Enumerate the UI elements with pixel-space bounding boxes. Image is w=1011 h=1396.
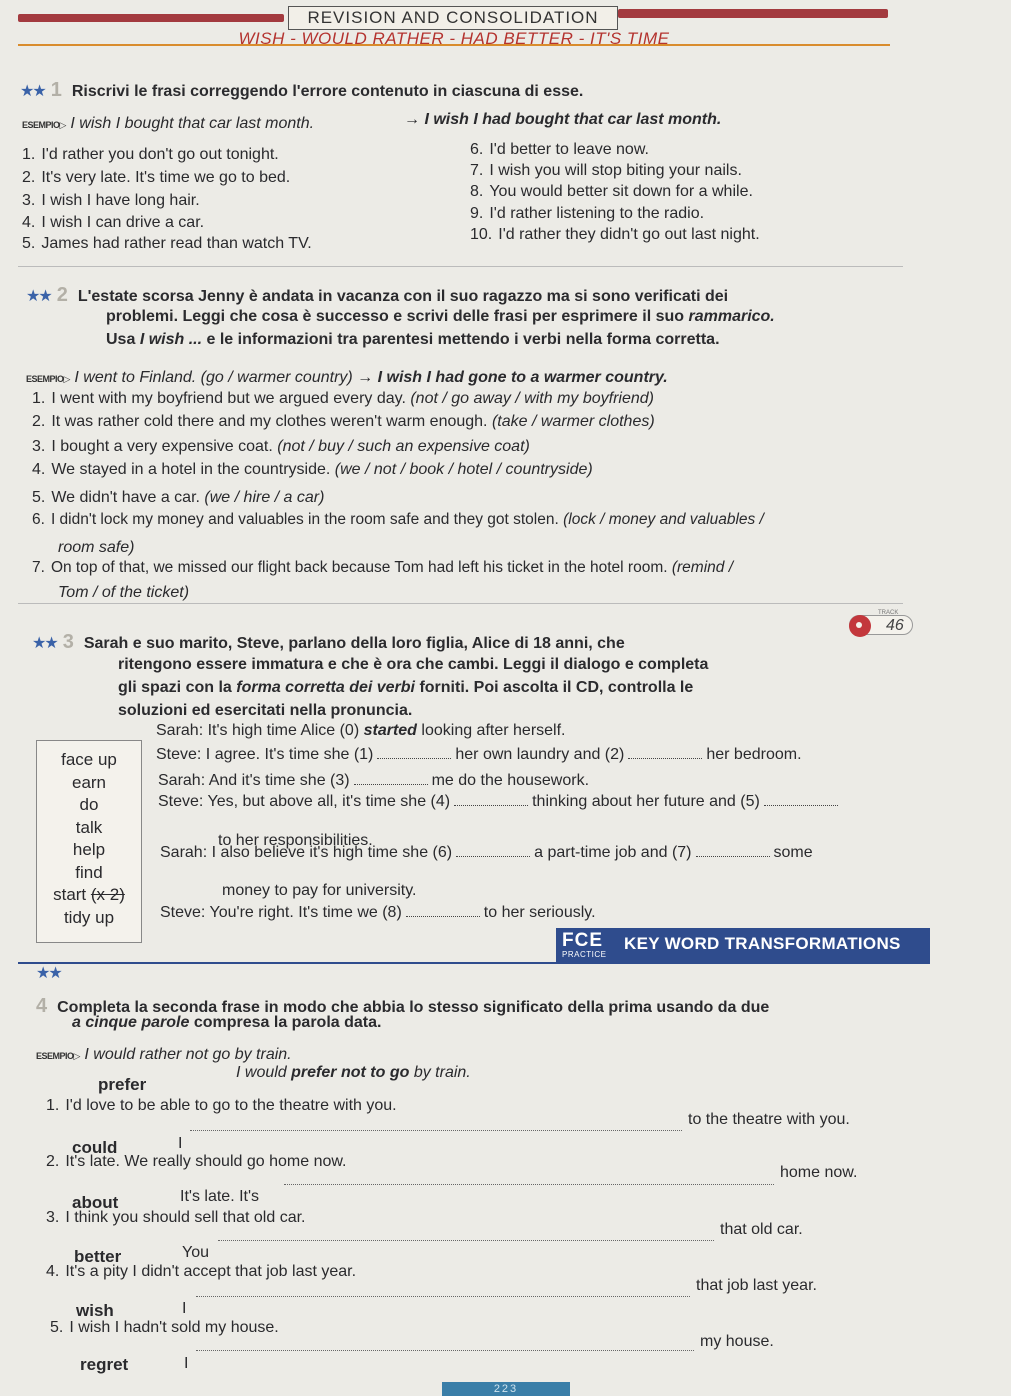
exercise-4-heading: 4 Completa la seconda frase in modo che abbia lo stesso significato della prima usando da due xyxy=(36,995,770,1017)
list-item: 3. I bought a very expensive coat. (not / buy / such an expensive coat) xyxy=(32,438,530,455)
key-word: prefer xyxy=(98,1075,147,1094)
answer-gap[interactable] xyxy=(377,745,451,759)
transformation-question: 4. It's a pity I didn't accept that job last year. xyxy=(46,1263,357,1280)
answer-start: You xyxy=(182,1244,209,1261)
difficulty-stars-icon: ★★ xyxy=(20,83,45,100)
page-subtitle: WISH - WOULD RATHER - HAD BETTER - IT'S TIME xyxy=(18,22,890,46)
fce-practice-banner xyxy=(556,928,930,962)
example-answer: I wish I had bought that car last month. xyxy=(424,111,722,128)
answer-end: to the theatre with you. xyxy=(688,1111,850,1128)
answer-gap[interactable] xyxy=(764,792,838,806)
dialogue-line: Steve: You're right. It's time we (8) to her seriously. xyxy=(160,904,596,921)
word-option: earn xyxy=(71,772,107,792)
divider xyxy=(18,266,903,267)
arrow-icon: → xyxy=(357,369,374,386)
answer-line[interactable] xyxy=(196,1296,690,1297)
dialogue-line: Sarah: And it's time she (3) me do the housework. xyxy=(158,772,590,789)
answer-start: I xyxy=(184,1355,189,1372)
answer-gap[interactable] xyxy=(406,903,480,917)
answer-gap[interactable] xyxy=(628,745,702,759)
key-word: about xyxy=(72,1193,119,1212)
transformation-question: 5. I wish I hadn't sold my house. xyxy=(50,1319,279,1336)
list-item: 4. I wish I can drive a car. xyxy=(22,214,205,231)
difficulty-stars-icon: ★★ xyxy=(32,635,57,652)
key-word: could xyxy=(72,1138,118,1157)
track-label: TRACK xyxy=(878,610,899,616)
cd-icon xyxy=(849,615,871,637)
difficulty-stars-icon: ★★ xyxy=(36,965,61,982)
dialogue-line: Sarah: It's high time Alice (0) started looking after herself. xyxy=(156,722,566,739)
word-option: face up xyxy=(61,750,117,769)
exercise-instruction: ritengono essere immatura e che è ora che cambi. Leggi il dialogo e completa xyxy=(118,656,709,673)
list-item: 1. I'd rather you don't go out tonight. xyxy=(22,146,279,163)
key-word: regret xyxy=(80,1355,129,1374)
list-item: 6. I'd better to leave now. xyxy=(470,141,649,158)
answer-start: I xyxy=(182,1300,187,1317)
answer-gap[interactable] xyxy=(696,843,770,857)
list-item: 5. We didn't have a car. (we / hire / a car) xyxy=(32,489,325,506)
example-answer: I would prefer not to go by train. xyxy=(236,1064,471,1081)
list-item: 4. We stayed in a hotel in the countryside. (we / not / book / hotel / countryside) xyxy=(32,461,593,478)
answer-gap[interactable] xyxy=(454,792,528,806)
answer-line[interactable] xyxy=(284,1184,774,1185)
word-option: do xyxy=(79,795,99,814)
dialogue-line: Steve: Yes, but above all, it's time she (4) thinking about her future and (5) xyxy=(158,792,842,812)
answer-end: that job last year. xyxy=(696,1277,817,1294)
answer-line[interactable] xyxy=(196,1350,694,1351)
list-item: 7. On top of that, we missed our flight back because Tom had left his ticket in the hotel room. (remind / xyxy=(32,559,734,576)
word-option: help xyxy=(72,840,106,859)
list-item: 9. I'd rather listening to the radio. xyxy=(470,205,705,222)
exercise-instruction: soluzioni ed esercitati nella pronuncia. xyxy=(118,702,413,719)
exercise-2-example xyxy=(26,368,668,389)
exercise-1-example-answer xyxy=(404,110,721,130)
example-question: I wish I bought that car last month. xyxy=(70,115,315,132)
answer-start: It's late. It's xyxy=(180,1188,260,1205)
exercise-instruction: gli spazi con la forma corretta dei verbi forniti. Poi ascolta il CD, controlla le xyxy=(118,679,694,696)
page-number-tab: 223 xyxy=(442,1382,570,1396)
key-word: better xyxy=(74,1247,122,1266)
list-item: 6. I didn't lock my money and valuables in the room safe and they got stolen. (lock / money and valuables / xyxy=(32,511,764,528)
answer-line[interactable] xyxy=(218,1240,714,1241)
exercise-1-example xyxy=(22,114,314,135)
exercise-number: 2 xyxy=(56,284,68,306)
transformation-question: 3. I think you should sell that old car. xyxy=(46,1209,306,1226)
exercise-instruction: Riscrivi le frasi correggendo l'errore contenuto in ciascuna di esse. xyxy=(71,83,584,100)
list-item-continuation: Tom / of the ticket) xyxy=(58,584,190,601)
difficulty-stars-icon: ★★ xyxy=(26,288,51,305)
answer-line[interactable] xyxy=(190,1130,682,1131)
answer-gap[interactable] xyxy=(456,843,530,857)
list-item: 2. It was rather cold there and my clothes weren't warm enough. (take / warmer clothes) xyxy=(32,413,655,430)
example-question: I would rather not go by train. xyxy=(84,1046,292,1063)
transformation-question: 2. It's late. We really should go home now. xyxy=(46,1153,347,1170)
list-item: 7. I wish you will stop biting your nails. xyxy=(470,162,742,179)
exercise-number: 1 xyxy=(50,79,62,101)
exercise-3-heading: ★★ 3 Sarah e suo marito, Steve, parlano della loro figlia, Alice di 18 anni, che xyxy=(32,631,625,653)
example-tag: ESEMPIO▷ xyxy=(26,374,70,384)
banner-title: KEY WORD TRANSFORMATIONS xyxy=(624,934,901,953)
answer-end: home now. xyxy=(780,1164,858,1181)
list-item: 3. I wish I have long hair. xyxy=(22,192,200,209)
exercise-1-heading xyxy=(20,80,583,103)
cd-track-badge[interactable] xyxy=(849,610,913,635)
track-number: 46 xyxy=(886,617,904,634)
exercise-number: 4 xyxy=(36,995,48,1017)
answer-end: my house. xyxy=(700,1333,774,1350)
fce-logo: FCE xyxy=(562,930,603,951)
practice-label: PRACTICE xyxy=(562,950,607,959)
word-box xyxy=(36,740,142,943)
word-option: start (x 2) xyxy=(53,885,125,904)
dialogue-line: Sarah: I also believe it's high time she (6) a part-time job and (7) some xyxy=(160,844,813,861)
example-question: I went to Finland. (go / warmer country) xyxy=(74,369,353,386)
exercise-2-heading: ★★ 2 L'estate scorsa Jenny è andata in vacanza con il suo ragazzo ma si sono verificati dei xyxy=(26,284,729,306)
dialogue-line: Steve: I agree. It's time she (1) her own laundry and (2) her bedroom. xyxy=(156,746,802,763)
banner-rule xyxy=(18,962,930,964)
dialogue-line: money to pay for university. xyxy=(222,882,417,899)
arrow-icon: → xyxy=(404,111,420,128)
answer-end: that old car. xyxy=(720,1221,803,1238)
exercise-instruction: Usa I wish ... e le informazioni tra parentesi mettendo i verbi nella forma corretta. xyxy=(106,331,720,348)
list-item: 2. It's very late. It's time we go to bed. xyxy=(22,169,291,186)
example-tag: ESEMPIO▷ xyxy=(36,1051,80,1061)
word-option: find xyxy=(75,862,103,882)
header-bar-right xyxy=(618,9,888,18)
exercise-instruction: a cinque parole compresa la parola data. xyxy=(72,1014,382,1031)
list-item: 1. I went with my boyfriend but we argued every day. (not / go away / with my boyfriend) xyxy=(32,390,654,407)
transformation-question: 1. I'd love to be able to go to the theatre with you. xyxy=(46,1097,397,1114)
example-answer: I wish I had gone to a warmer country. xyxy=(377,369,668,386)
example-tag: ESEMPIO▷ xyxy=(22,120,66,130)
list-item: 10. I'd rather they didn't go out last night. xyxy=(470,226,760,243)
dialogue-line: to her responsibilities. xyxy=(218,832,373,849)
list-item: 5. James had rather read than watch TV. xyxy=(22,235,312,252)
key-word: wish xyxy=(76,1301,114,1320)
word-option: talk xyxy=(75,817,103,837)
list-item: 8. You would better sit down for a while. xyxy=(470,183,753,200)
page-title: REVISION AND CONSOLIDATION xyxy=(288,6,618,30)
list-item-continuation: room safe) xyxy=(58,539,135,556)
answer-gap[interactable] xyxy=(354,771,428,785)
answer-start: I xyxy=(178,1135,183,1152)
word-option: tidy up xyxy=(63,907,115,927)
header-bar-left xyxy=(18,14,284,22)
exercise-instruction: problemi. Leggi che cosa è successo e scrivi delle frasi per esprimere il suo rammarico. xyxy=(106,308,775,325)
exercise-number: 3 xyxy=(62,631,74,653)
divider xyxy=(18,603,903,604)
